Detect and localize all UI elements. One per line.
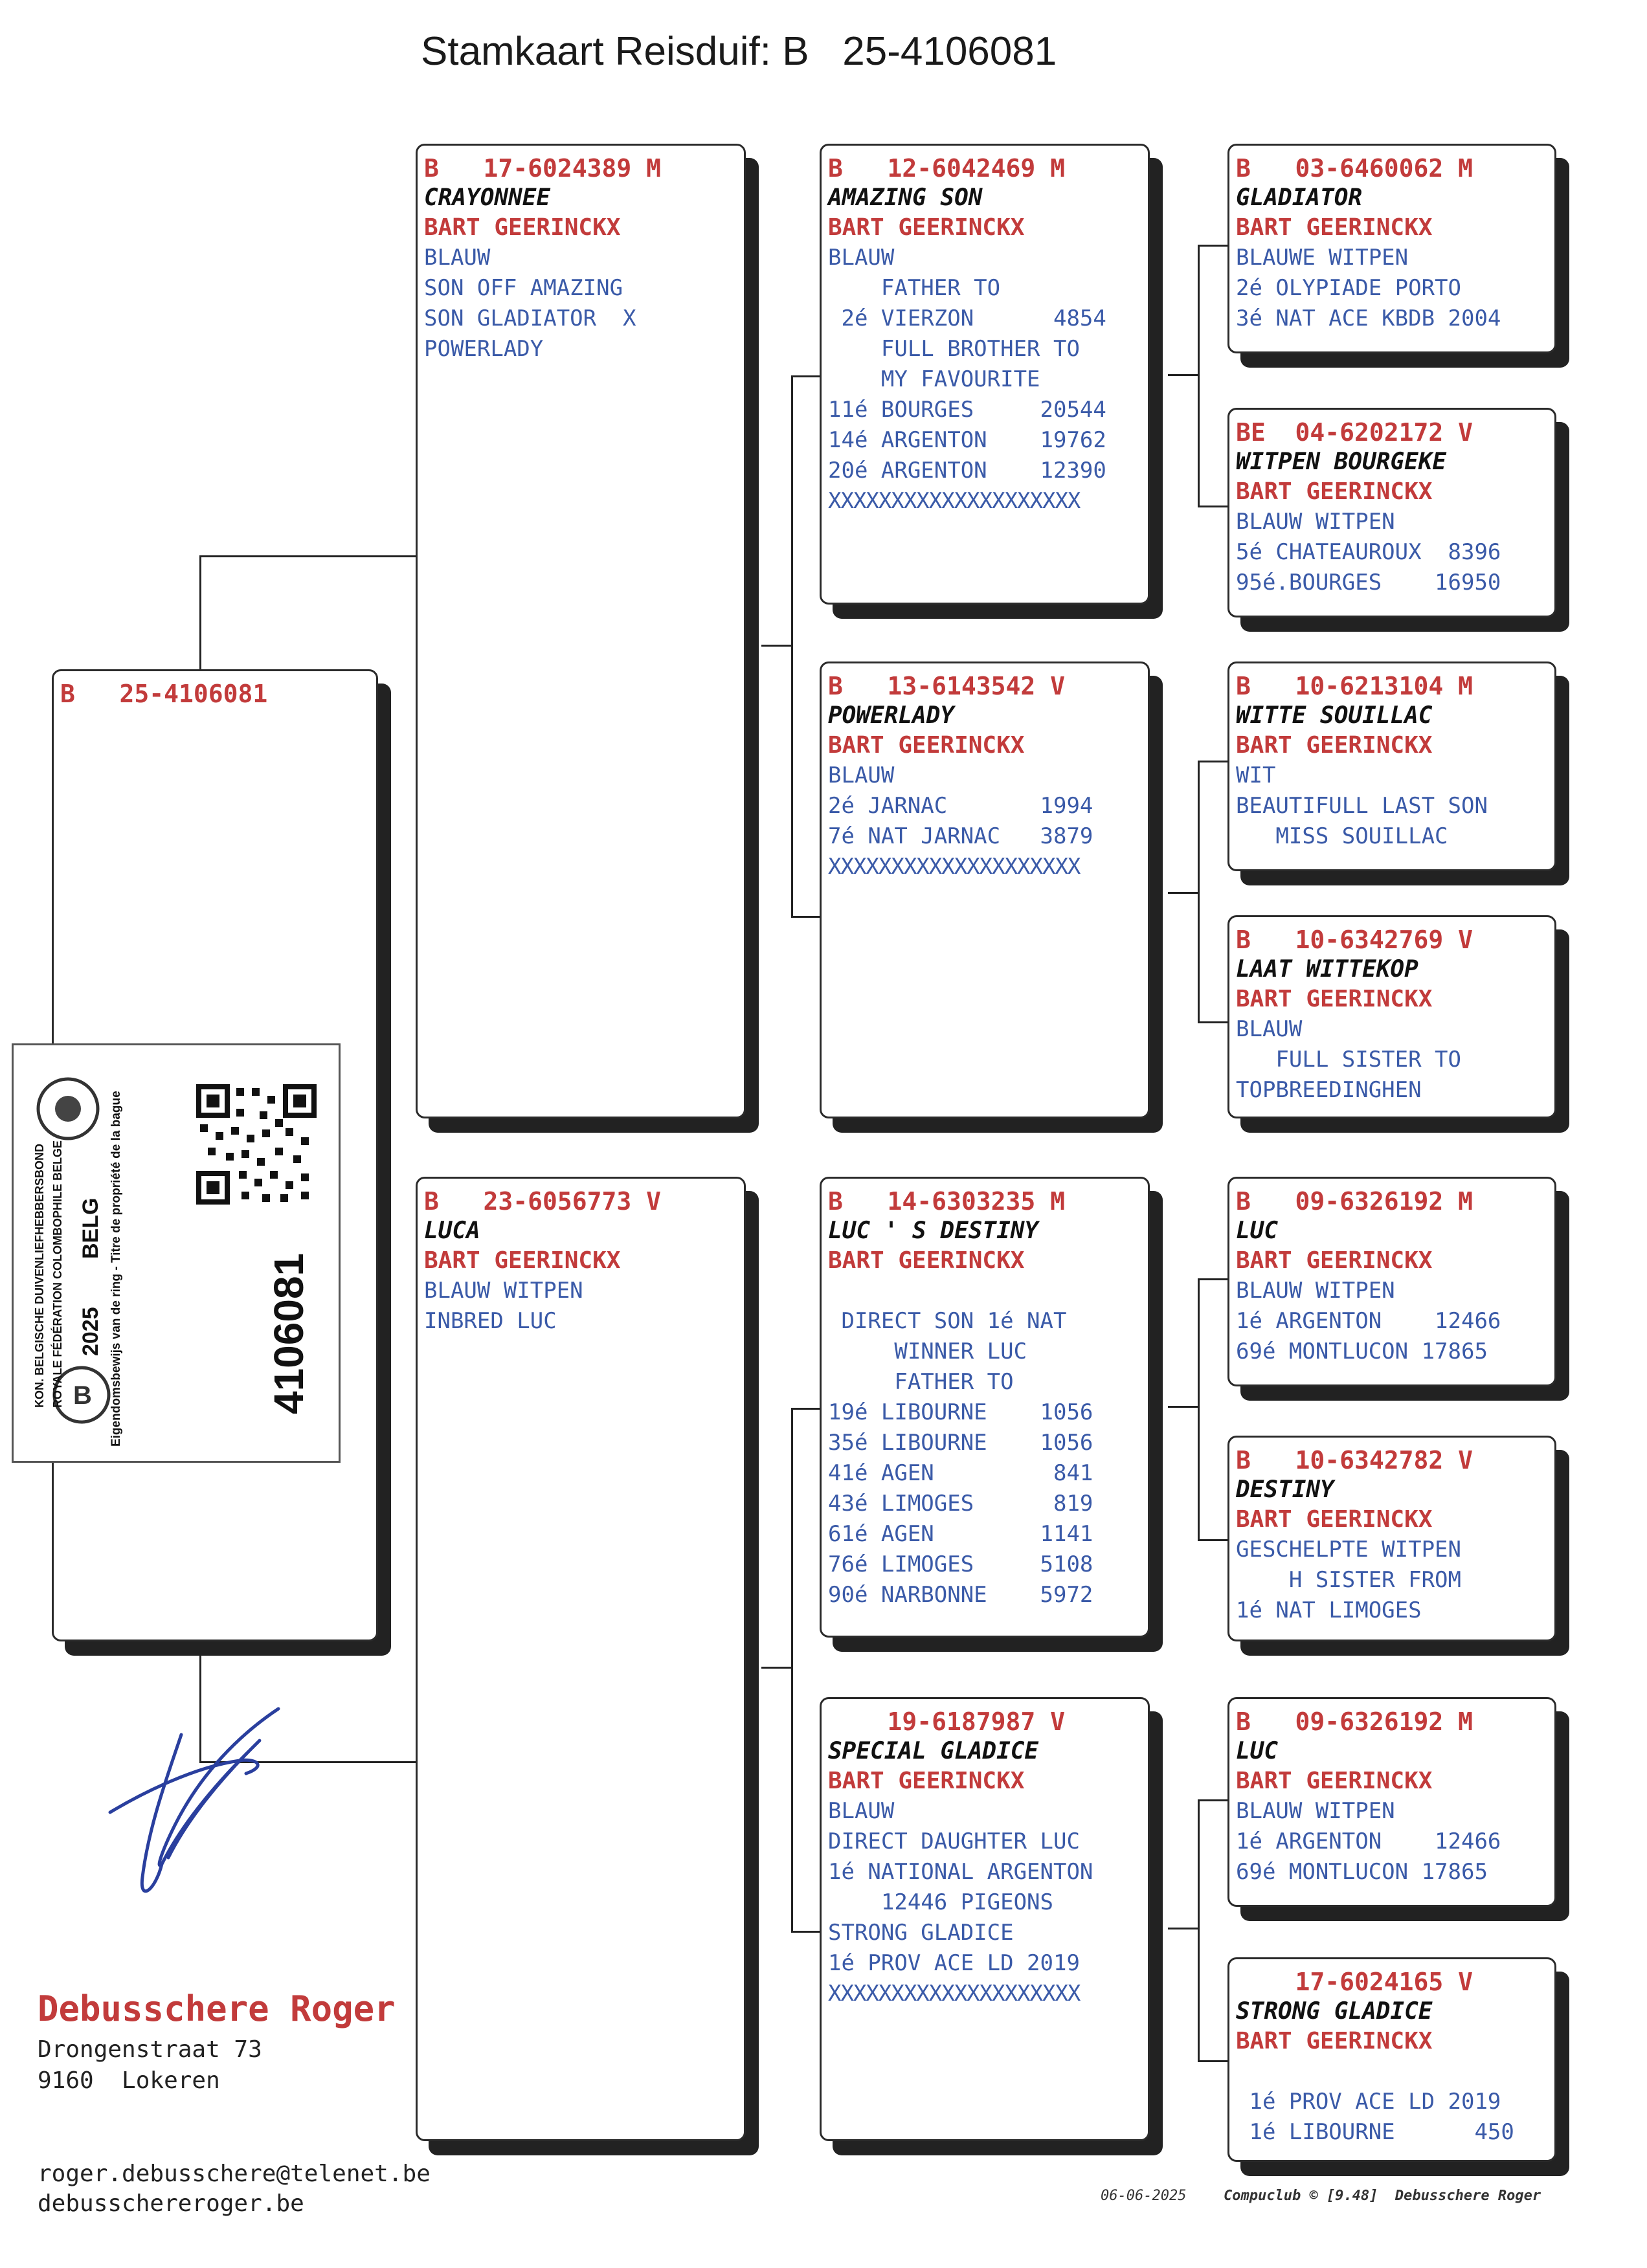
breeder: BART GEERINCKX (1236, 986, 1433, 1012)
breeder: BART GEERINCKX (828, 1768, 1025, 1794)
info-line: 7é NAT JARNAC 3879 (828, 823, 1093, 849)
pedigree-card-gen2 (820, 1697, 1150, 2141)
ring-number: B 10-6213104 M (1236, 672, 1473, 700)
info-line: H SISTER FROM (1236, 1567, 1461, 1593)
info-line: 35é LIBOURNE 1056 (828, 1430, 1093, 1456)
owner-website[interactable]: debusschereroger.be (38, 2190, 304, 2217)
ring-number: B 03-6460062 M (1236, 154, 1473, 183)
owner-city: 9160 Lokeren (38, 2067, 220, 2094)
info-line: 19é LIBOURNE 1056 (828, 1399, 1093, 1425)
info-line: BLAUW (828, 762, 895, 788)
ring-ownership-card (12, 1043, 341, 1463)
info-line: 1é NATIONAL ARGENTON (828, 1859, 1093, 1885)
ring-number: 19-6187987 V (828, 1707, 1066, 1736)
breeder: BART GEERINCKX (828, 732, 1025, 759)
owner-name: Debusschere Roger (38, 1988, 396, 2029)
connector (1168, 1928, 1198, 1929)
info-line: 5é CHATEAUROUX 8396 (1236, 539, 1501, 565)
connector (761, 645, 791, 647)
pigeon-name: SPECIAL GLADICE (828, 1738, 1039, 1764)
connector (1198, 1278, 1229, 1541)
connector (1168, 374, 1198, 376)
connector (1198, 761, 1229, 1023)
info-line: FULL BROTHER TO (828, 336, 1080, 362)
breeder: BART GEERINCKX (828, 1247, 1025, 1274)
info-line: BLAUW (1236, 1016, 1303, 1042)
ring-number: B 12-6042469 M (828, 154, 1066, 183)
ring-number: B 09-6326192 M (1236, 1707, 1473, 1736)
info-line: WIT (1236, 762, 1276, 788)
info-line: STRONG GLADICE (828, 1920, 1014, 1946)
ring-card-number: 4106081 (265, 1252, 312, 1414)
info-line: 1é PROV ACE LD 2019 (1236, 2089, 1501, 2115)
breeder: BART GEERINCKX (1236, 478, 1433, 505)
info-line: BLAUW (424, 245, 491, 271)
pedigree-card-gen3 (1227, 1177, 1556, 1386)
info-line: MY FAVOURITE (828, 366, 1040, 392)
pigeon-name: DESTINY (1236, 1476, 1334, 1503)
info-line: 3é NAT ACE KBDB 2004 (1236, 306, 1501, 331)
pigeon-name: LAAT WITTEKOP (1236, 956, 1418, 983)
info-line: 2é VIERZON 4854 (828, 306, 1106, 331)
info-line: WINNER LUC (828, 1339, 1027, 1364)
info-line: GESCHELPTE WITPEN (1236, 1537, 1461, 1562)
connector (1198, 245, 1229, 507)
info-line: BEAUTIFULL LAST SON (1236, 793, 1488, 819)
connector (791, 375, 823, 918)
svg-text:B: B (73, 1381, 92, 1410)
pedigree-card-gen2 (820, 1177, 1150, 1638)
ring-card-org-nl: KON. BELGISCHE DUIVENLIEFHEBBERSBOND (33, 1143, 46, 1408)
pedigree-card-sire (416, 144, 746, 1118)
info-line: 41é AGEN 841 (828, 1460, 1093, 1486)
software-credit: Compuclub © [9.48] Debusschere Roger (1224, 2188, 1541, 2204)
ring-card-org-fr: ROYALE FÉDÉRATION COLOMBOPHILE BELGE (51, 1140, 64, 1408)
pigeon-name: CRAYONNEE (424, 184, 551, 211)
pigeon-name: AMAZING SON (828, 184, 983, 211)
info-line: 76é LIMOGES 5108 (828, 1551, 1093, 1577)
breeder: BART GEERINCKX (1236, 1768, 1433, 1794)
info-line: 61é AGEN 1141 (828, 1521, 1093, 1547)
ring-card-year: 2025 (78, 1307, 103, 1356)
info-line: 1é PROV ACE LD 2019 (828, 1950, 1080, 1976)
info-line: BLAUWE WITPEN (1236, 245, 1409, 271)
owner-street: Drongenstraat 73 (38, 2036, 262, 2063)
info-line: TOPBREEDINGHEN (1236, 1077, 1422, 1103)
info-line: XXXXXXXXXXXXXXXXXXXX (828, 1981, 1081, 2007)
info-line: 11é BOURGES 20544 (828, 397, 1106, 423)
breeder: BART GEERINCKX (424, 214, 621, 241)
signature (84, 1696, 291, 1909)
info-line: BLAUW (828, 245, 895, 271)
ring-number: BE 04-6202172 V (1236, 418, 1473, 447)
info-line: 14é ARGENTON 19762 (828, 427, 1106, 453)
ring-number: 17-6024165 V (1236, 1968, 1473, 1996)
pedigree-card-dam (416, 1177, 746, 2141)
info-line: BLAUW WITPEN (1236, 1798, 1395, 1824)
breeder: BART GEERINCKX (1236, 2028, 1433, 2054)
info-line: 69é MONTLUCON 17865 (1236, 1859, 1488, 1885)
pedigree-card-gen3 (1227, 662, 1556, 871)
info-line: INBRED LUC (424, 1308, 557, 1334)
pigeon-name: WITTE SOUILLAC (1236, 702, 1433, 729)
ring-number: B 13-6143542 V (828, 672, 1066, 700)
pigeon-name: WITPEN BOURGEKE (1236, 449, 1447, 475)
pigeon-name: LUC (1236, 1738, 1279, 1764)
info-line: 1é ARGENTON 12466 (1236, 1829, 1501, 1854)
info-line: BLAUW WITPEN (1236, 1278, 1395, 1304)
info-line: 69é MONTLUCON 17865 (1236, 1339, 1488, 1364)
info-line: SON GLADIATOR X (424, 306, 636, 331)
page-title: Stamkaart Reisduif: B 25-4106081 (421, 29, 1057, 74)
connector (761, 1667, 791, 1669)
info-line: FULL SISTER TO (1236, 1047, 1461, 1073)
federation-logo (29, 1063, 107, 1154)
owner-email[interactable]: roger.debusschere@telenet.be (38, 2161, 431, 2187)
pedigree-card-gen3 (1227, 408, 1556, 617)
ring-number: B 17-6024389 M (424, 154, 662, 183)
info-line: 2é OLYPIADE PORTO (1236, 275, 1461, 301)
qr-code (195, 1083, 318, 1206)
info-line: XXXXXXXXXXXXXXXXXXXX (828, 488, 1081, 514)
pigeon-name: LUC ' S DESTINY (828, 1217, 1039, 1244)
info-line: BLAUW WITPEN (1236, 509, 1395, 535)
breeder: BART GEERINCKX (424, 1247, 621, 1274)
connector (1198, 1799, 1229, 2062)
ring-card-country: BELG (78, 1197, 103, 1259)
ring-number: B 09-6326192 M (1236, 1187, 1473, 1216)
info-line: 1é LIBOURNE 450 (1236, 2119, 1514, 2145)
info-line: DIRECT SON 1é NAT (828, 1308, 1067, 1334)
info-line: 1é NAT LIMOGES (1236, 1597, 1422, 1623)
subject-ring: B 25-4106081 (60, 680, 268, 708)
connector (1168, 1406, 1198, 1408)
connector (1168, 892, 1198, 894)
breeder: BART GEERINCKX (828, 214, 1025, 241)
info-line (1236, 2056, 1548, 2087)
info-line: 2é JARNAC 1994 (828, 793, 1093, 819)
info-line: BLAUW (828, 1798, 895, 1824)
pedigree-card-gen2 (820, 144, 1150, 605)
info-line: MISS SOUILLAC (1236, 823, 1448, 849)
ring-number: B 23-6056773 V (424, 1187, 662, 1216)
info-line: 1é ARGENTON 12466 (1236, 1308, 1501, 1334)
ring-card-title: Eigendomsbewijs van de ring - Titre de propriété de la bague (109, 1091, 123, 1447)
breeder: BART GEERINCKX (1236, 1506, 1433, 1533)
pedigree-card-gen3 (1227, 1436, 1556, 1641)
info-line: 90é NARBONNE 5972 (828, 1582, 1093, 1608)
pedigree-card-gen3 (1227, 144, 1556, 353)
info-line (828, 1276, 1141, 1306)
print-date: 06-06-2025 (1101, 2188, 1187, 2204)
pedigree-card-gen3 (1227, 1957, 1556, 2162)
ring-number: B 14-6303235 M (828, 1187, 1066, 1216)
pigeon-name: GLADIATOR (1236, 184, 1363, 211)
pedigree-card-gen3 (1227, 915, 1556, 1118)
info-line: 20é ARGENTON 12390 (828, 458, 1106, 484)
info-line: 12446 PIGEONS (828, 1889, 1053, 1915)
info-line: BLAUW WITPEN (424, 1278, 583, 1304)
breeder: BART GEERINCKX (1236, 1247, 1433, 1274)
pedigree-card-gen3 (1227, 1697, 1556, 1907)
ring-number: B 10-6342782 V (1236, 1446, 1473, 1474)
info-line: FATHER TO (828, 1369, 1014, 1395)
info-line: SON OFF AMAZING (424, 275, 623, 301)
breeder: BART GEERINCKX (1236, 732, 1433, 759)
info-line: 95é.BOURGES 16950 (1236, 570, 1501, 595)
connector (791, 1408, 823, 1933)
pigeon-name: POWERLADY (828, 702, 955, 729)
ring-number: B 10-6342769 V (1236, 926, 1473, 954)
pigeon-name: STRONG GLADICE (1236, 1998, 1433, 2025)
breeder: BART GEERINCKX (1236, 214, 1433, 241)
info-line: 43é LIMOGES 819 (828, 1491, 1093, 1517)
info-line: POWERLADY (424, 336, 544, 362)
pigeon-name: LUCA (424, 1217, 480, 1244)
info-line: XXXXXXXXXXXXXXXXXXXX (828, 854, 1081, 880)
pigeon-name: LUC (1236, 1217, 1279, 1244)
pedigree-card-gen2 (820, 662, 1150, 1118)
info-line: FATHER TO (828, 275, 1001, 301)
info-line: DIRECT DAUGHTER LUC (828, 1829, 1080, 1854)
